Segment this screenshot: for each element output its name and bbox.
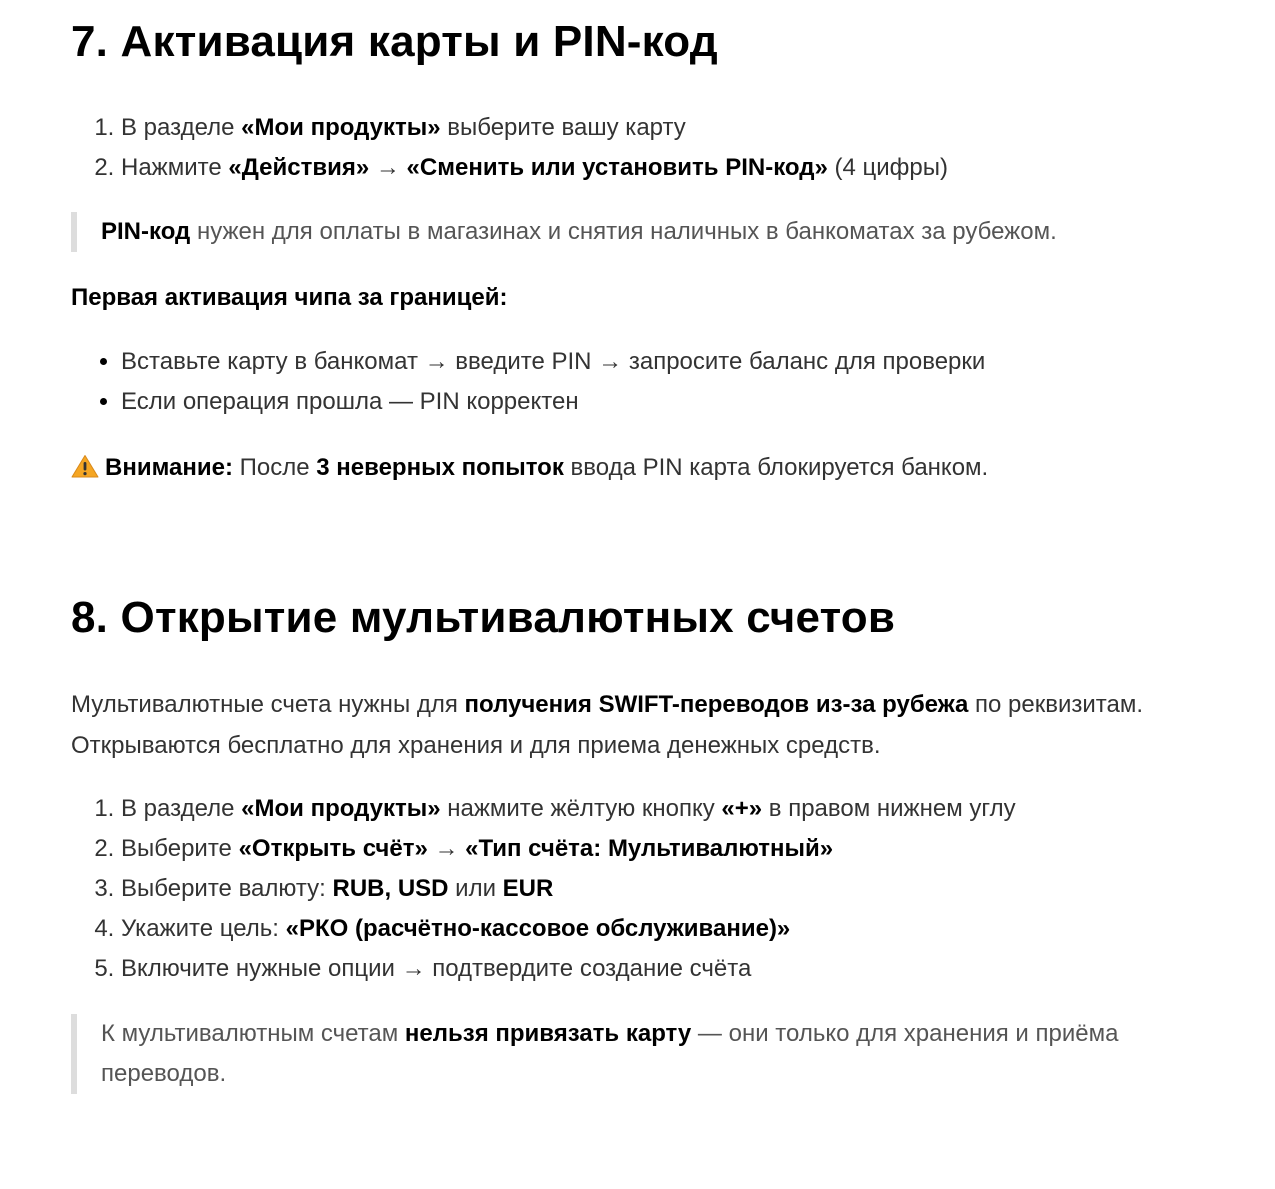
list-item: 3. Выберите валюту: RUB, USD или EUR <box>121 869 1261 909</box>
list-item: 5. Включите нужные опции → подтвердите создание счёта <box>121 949 1261 989</box>
warning-icon <box>71 450 99 474</box>
section-8-intro: Мультивалютные счета нужны для получения SWIFT-переводов из-за рубежа по реквизитам. Открываются бесплатно для хранения и для приема денежных средств. <box>71 691 1144 759</box>
section-8-heading: 8. Открытие мультивалютных счетов <box>71 593 896 642</box>
list-item: 1. В разделе «Мои продукты» выберите вашу карту <box>121 108 1261 148</box>
list-item: • Если операция прошла — PIN корректен <box>121 382 1261 422</box>
section-7-steps <box>71 108 1261 188</box>
chip-activation-subheading: Первая активация чипа за границей: <box>71 284 508 311</box>
pin-note-quote: PIN-код нужен для оплаты в магазинах и снятия наличных в банкоматах за рубежом. <box>71 212 1211 252</box>
multicurrency-note-quote: К мультивалютным счетам нельзя привязать карту — они только для хранения и приёма переводов. <box>71 1014 1211 1094</box>
section-7-heading: 7. Активация карты и PIN-код <box>71 17 718 66</box>
list-item: 2. Нажмите «Действия» → «Сменить или установить PIN-код» (4 цифры) <box>121 148 1261 188</box>
section-8-steps <box>71 789 1261 989</box>
list-item: 4. Укажите цель: «РКО (расчётно-кассовое обслуживание)» <box>121 909 1261 949</box>
pin-warning: Внимание: После 3 неверных попыток ввода PIN карта блокируется банком. <box>71 447 1211 488</box>
list-item: 1. В разделе «Мои продукты» нажмите жёлтую кнопку «+» в правом нижнем углу <box>121 789 1261 829</box>
chip-activation-bullets <box>71 342 1261 422</box>
list-item: • Вставьте карту в банкомат → введите PIN → запросите баланс для проверки <box>121 342 1261 382</box>
list-item: 2. Выберите «Открыть счёт» → «Тип счёта: Мультивалютный» <box>121 829 1261 869</box>
